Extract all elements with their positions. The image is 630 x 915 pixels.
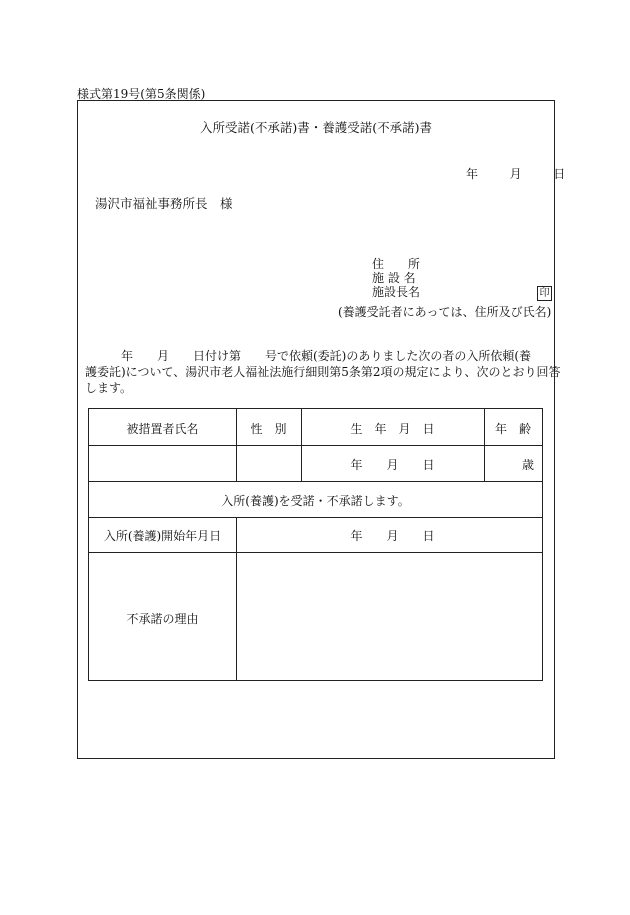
start-date-label: 入所(養護)開始年月日 (103, 529, 222, 543)
reason-label: 不承諾の理由 (126, 612, 199, 626)
date-line (466, 165, 565, 182)
header-age: 年 齢 (494, 422, 531, 436)
applicant-note: (養護受託者にあっては、住所及び氏名) (338, 305, 552, 319)
header-sex: 性 別 (250, 422, 287, 436)
header-birth-date: 生 年 月 日 (350, 422, 435, 436)
decision-text: 入所(養護)を受諾・不承諾します。 (221, 494, 410, 508)
sex-field[interactable] (236, 456, 301, 470)
reason-field[interactable] (237, 553, 542, 680)
body-line-2: 護委託)について、湯沢市老人福祉法施行細則第5条第2項の規定により、次のとおり回答 (85, 365, 561, 379)
seal-mark: 印 (537, 286, 552, 301)
header-name: 被措置者氏名 (126, 422, 199, 436)
body-line-3: します。 (85, 381, 133, 395)
name-field[interactable] (89, 456, 236, 470)
body-line-1: 年 月 日付け第 号で依頼(委託)のありました次の者の入所依頼(養 (85, 349, 532, 363)
facility-name-label: 施 設 名 (372, 271, 416, 285)
birth-date-field[interactable]: 年 月 日 (350, 458, 435, 472)
address-label: 住 所 (372, 257, 421, 271)
body-text (85, 348, 561, 396)
applicant-block (372, 257, 420, 299)
recipient: 湯沢市福祉事務所長 様 (95, 196, 233, 211)
document-title: 入所受諾(不承諾)書・養護受諾(不承諾)書 (199, 120, 432, 135)
start-date-field[interactable]: 年 月 日 (350, 529, 435, 543)
info-table (88, 408, 543, 681)
date-day: 日 (553, 167, 566, 181)
date-year: 年 (466, 167, 479, 181)
director-name-label: 施設長名 (372, 285, 421, 299)
age-field[interactable]: 歳 (521, 458, 534, 472)
date-month: 月 (509, 167, 522, 181)
form-number: 様式第19号(第5条関係) (77, 87, 206, 101)
